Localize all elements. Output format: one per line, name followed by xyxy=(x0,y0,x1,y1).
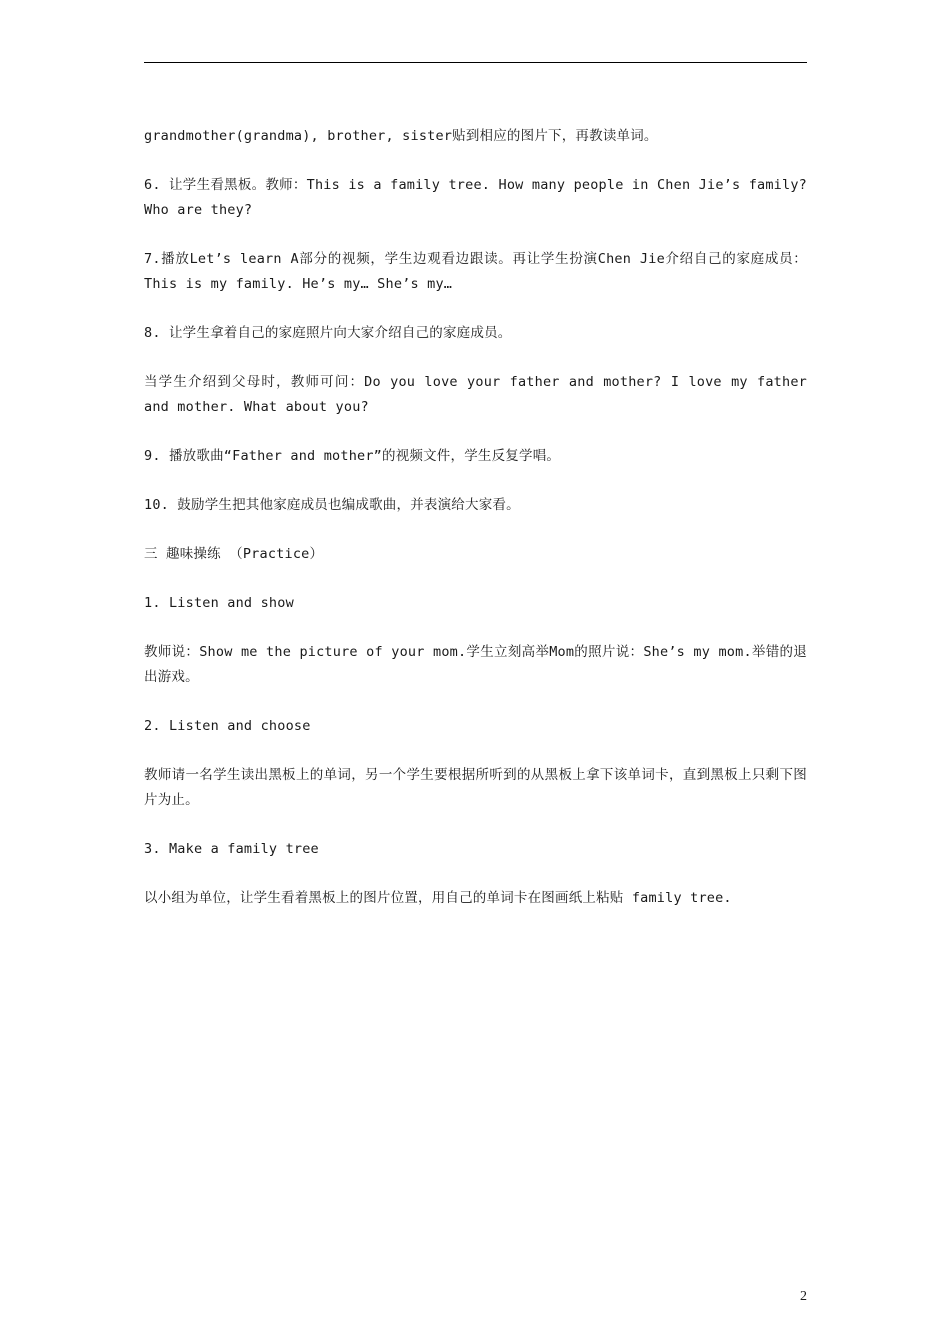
paragraph-step-7: 7.播放Let’s learn A部分的视频，学生边观看边跟读。再让学生扮演Chen Jie介绍自己的家庭成员：This is my family. He’s my… She’s my… xyxy=(144,251,807,292)
activity-desc-listen-show: 教师说：Show me the picture of your mom.学生立刻高举Mom的照片说：She’s my mom.举错的退出游戏。 xyxy=(144,644,807,685)
paragraph-step-6: 6. 让学生看黑板。教师：This is a family tree. How many people in Chen Jie’s family? Who are they? xyxy=(144,177,807,218)
activity-title-listen-choose: 2. Listen and choose xyxy=(144,718,311,734)
activity-desc-listen-choose: 教师请一名学生读出黑板上的单词，另一个学生要根据所听到的从黑板上拿下该单词卡，直到黑板上只剩下图片为止。 xyxy=(144,767,807,808)
paragraph-step-9: 9. 播放歌曲“Father and mother”的视频文件，学生反复学唱。 xyxy=(144,448,561,464)
section-heading-practice: 三 趣味操练 （Practice） xyxy=(144,546,324,562)
activity-desc-family-tree: 以小组为单位，让学生看着黑板上的图片位置，用自己的单词卡在图画纸上粘贴 family tree. xyxy=(144,890,732,906)
document-body xyxy=(144,124,807,935)
paragraph-step-10: 10. 鼓励学生把其他家庭成员也编成歌曲，并表演给大家看。 xyxy=(144,497,520,513)
activity-title-family-tree: 3. Make a family tree xyxy=(144,841,319,857)
paragraph-vocab-cards: grandmother(grandma), brother, sister贴到相应的图片下，再教读单词。 xyxy=(144,128,658,144)
page-number: 2 xyxy=(800,1289,807,1304)
header-rule xyxy=(144,62,807,63)
paragraph-step-8: 8. 让学生拿着自己的家庭照片向大家介绍自己的家庭成员。 xyxy=(144,325,512,341)
activity-title-listen-show: 1. Listen and show xyxy=(144,595,294,611)
paragraph-parents-question: 当学生介绍到父母时，教师可问：Do you love your father and mother? I love my father and mother. What about you? xyxy=(144,374,807,415)
